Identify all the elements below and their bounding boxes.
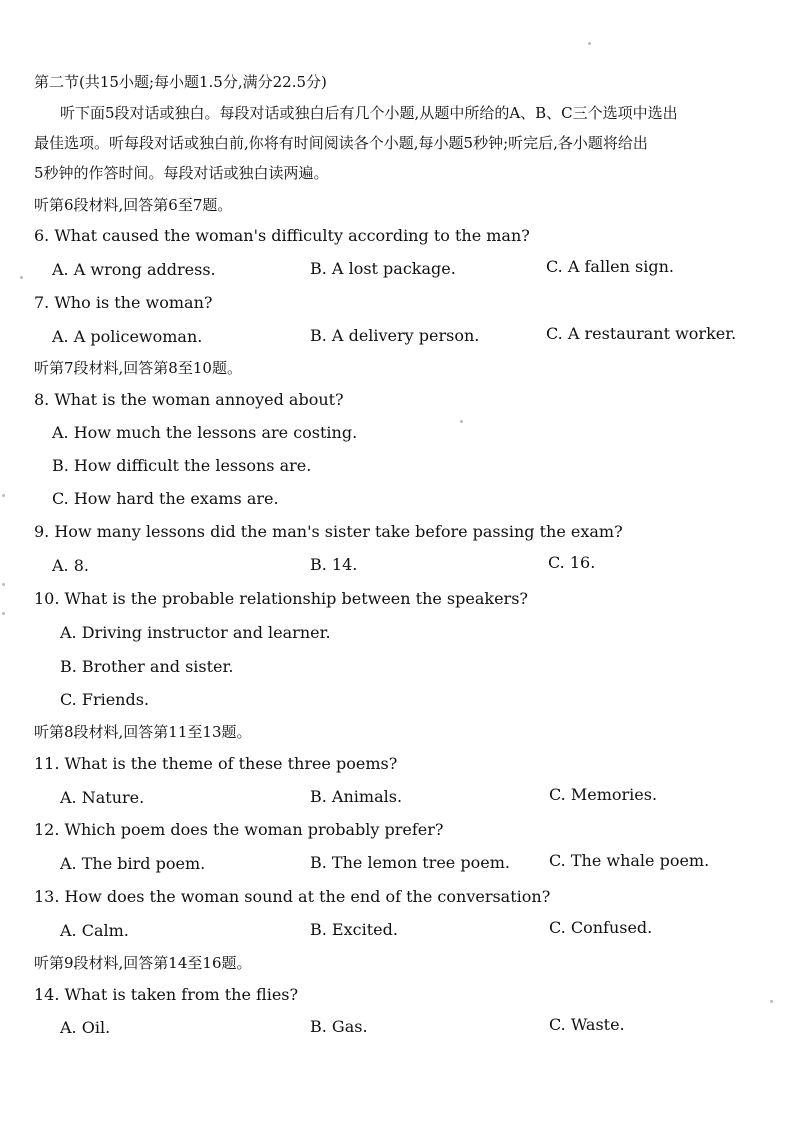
question-stem: 8. What is the woman annoyed about? — [34, 390, 344, 409]
option-a: A. Driving instructor and learner. — [60, 623, 331, 642]
option-b: B. Brother and sister. — [60, 657, 234, 676]
group-header: 听第8段材料,回答第11至13题。 — [34, 723, 252, 741]
option-b: B. A delivery person. — [310, 326, 480, 345]
question-stem: 6. What caused the woman's difficulty according to the man? — [34, 226, 530, 245]
question-stem: 10. What is the probable relationship between the speakers? — [34, 589, 528, 608]
option-a: A. Calm. — [60, 921, 129, 940]
question-stem: 12. Which poem does the woman probably prefer? — [34, 820, 444, 839]
option-b: B. How difficult the lessons are. — [52, 456, 312, 475]
scan-speck — [2, 612, 5, 615]
option-c: C. Confused. — [549, 918, 653, 937]
option-c: C. Memories. — [549, 785, 658, 804]
instructions-line: 5秒钟的作答时间。每段对话或独白读两遍。 — [34, 164, 329, 182]
question-stem: 9. How many lessons did the man's sister take before passing the exam? — [34, 522, 623, 541]
option-c: C. A restaurant worker. — [546, 324, 737, 343]
option-a: A. A wrong address. — [52, 260, 216, 279]
option-a: A. 8. — [52, 556, 89, 575]
option-c: C. Waste. — [549, 1015, 625, 1034]
option-b: B. Excited. — [310, 920, 398, 939]
option-a: A. Oil. — [60, 1018, 111, 1037]
question-stem: 7. Who is the woman? — [34, 293, 213, 312]
option-c: C. A fallen sign. — [546, 257, 674, 276]
option-b: B. 14. — [310, 555, 358, 574]
option-b: B. Gas. — [310, 1017, 368, 1036]
group-header: 听第9段材料,回答第14至16题。 — [34, 954, 252, 972]
option-a: A. Nature. — [60, 788, 145, 807]
option-a: A. How much the lessons are costing. — [52, 423, 358, 442]
scan-speck — [588, 42, 591, 45]
instructions-line: 听下面5段对话或独白。每段对话或独白后有几个小题,从题中所给的A、B、C三个选项中选出 — [60, 104, 678, 122]
group-header: 听第7段材料,回答第8至10题。 — [34, 359, 242, 377]
option-a: A. A policewoman. — [52, 327, 203, 346]
scan-speck — [770, 1000, 773, 1003]
scan-speck — [2, 494, 5, 497]
question-stem: 13. How does the woman sound at the end of the conversation? — [34, 887, 551, 906]
option-b: B. Animals. — [310, 787, 403, 806]
option-b: B. The lemon tree poem. — [310, 853, 510, 872]
option-c: C. How hard the exams are. — [52, 489, 279, 508]
scan-speck — [2, 583, 5, 586]
instructions-line: 最佳选项。听每段对话或独白前,你将有时间阅读各个小题,每小题5秒钟;听完后,各小题将给出 — [34, 134, 648, 152]
option-c: C. The whale poem. — [549, 851, 710, 870]
option-a: A. The bird poem. — [60, 854, 206, 873]
section-heading: 第二节(共15小题;每小题1.5分,满分22.5分) — [34, 73, 327, 91]
group-header: 听第6段材料,回答第6至7题。 — [34, 196, 233, 214]
question-stem: 14. What is taken from the flies? — [34, 985, 299, 1004]
scan-speck — [20, 276, 23, 279]
option-b: B. A lost package. — [310, 259, 456, 278]
question-stem: 11. What is the theme of these three poems? — [34, 754, 398, 773]
option-c: C. Friends. — [60, 690, 150, 709]
scan-speck — [460, 420, 463, 423]
option-c: C. 16. — [548, 553, 596, 572]
